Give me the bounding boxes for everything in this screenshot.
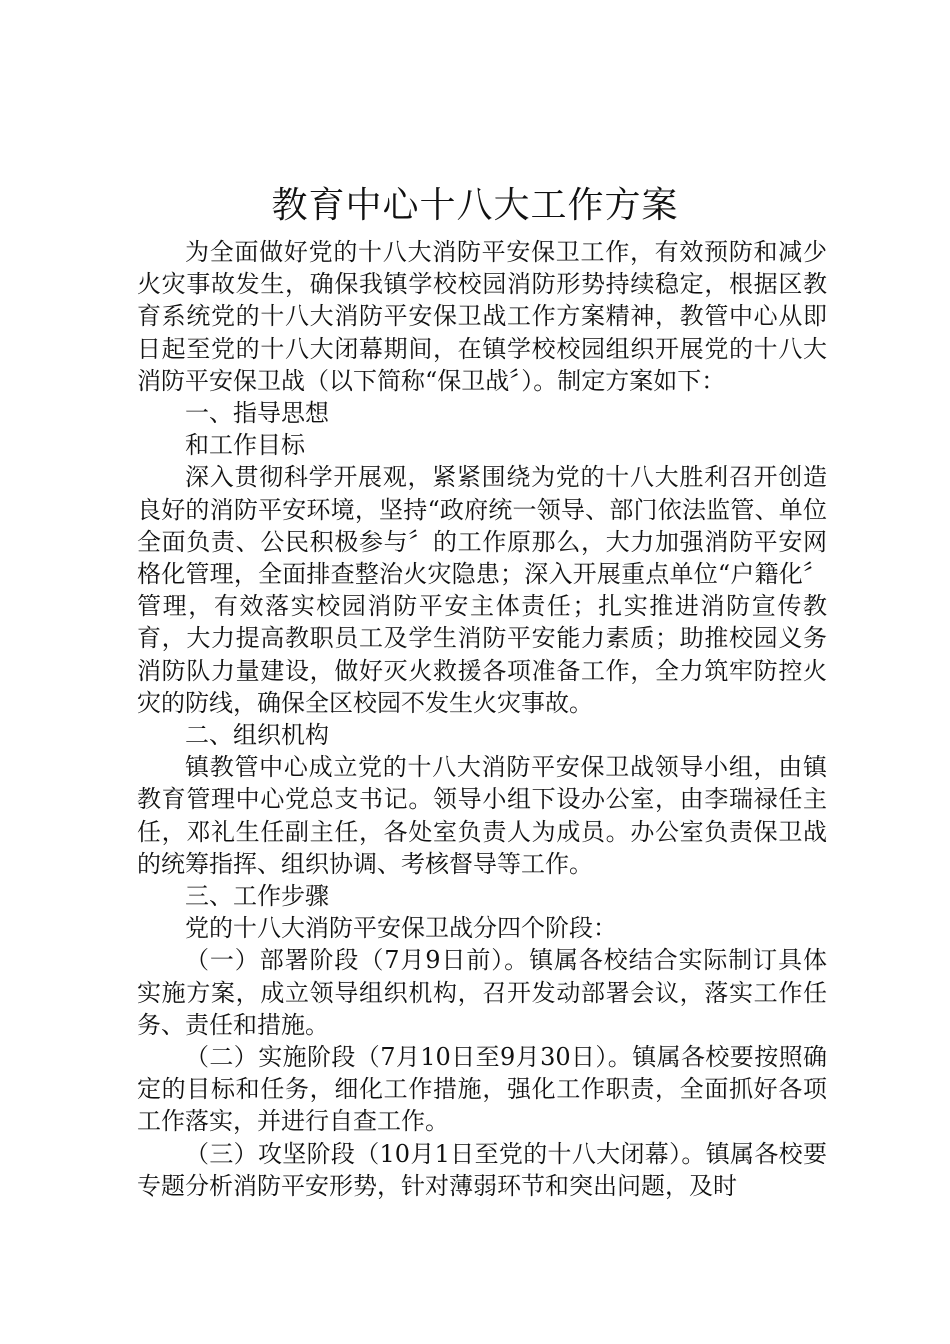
paragraph-goals: 深入贯彻科学开展观，紧紧围绕为党的十八大胜利召开创造良好的消防平安环境，坚持“政府统一领导、部门依法监管、单位全面负责、公民积极参与〞的工作原那么，大力加强消防平安网格化管理，全面排查整治火灾隐患；深入开展重点单位“户籍化〞管理，有效落实校园消防平安主体责任；扎实推进消防宣传教育，大力提高教职员工及学生消防平安能力素质；助推校园义务消防队力量建设，做好灭火救援各项准备工作，全力筑牢防控火灾的防线，确保全区校园不发生火灾事故。 — [137, 463, 827, 717]
document-body — [137, 236, 827, 1202]
section-heading-work-goals: 和工作目标 — [185, 431, 305, 460]
paragraph-stage-implementation: （二）实施阶段（7月10日至9月30日）。镇属各校要按照确定的目标和任务，细化工作措施，强化工作职责，全面抓好各项工作落实，并进行自查工作。 — [137, 1043, 827, 1136]
section-heading-guiding-ideology: 一、指导思想 — [185, 399, 329, 428]
section-heading-work-steps: 三、工作步骤 — [185, 882, 329, 911]
paragraph-stages-intro: 党的十八大消防平安保卫战分四个阶段： — [185, 914, 617, 943]
section-heading-organization: 二、组织机构 — [185, 721, 329, 750]
paragraph-organization: 镇教管中心成立党的十八大消防平安保卫战领导小组，由镇教育管理中心党总支书记。领导小组下设办公室，由李瑞禄任主任，邓礼生任副主任，各处室负责人为成员。办公室负责保卫战的统筹指挥、组织协调、考核督导等工作。 — [137, 753, 827, 878]
document-title: 教育中心十八大工作方案 — [271, 185, 679, 226]
paragraph-stage-deployment: （一）部署阶段（7月9日前）。镇属各校结合实际制订具体实施方案，成立领导组织机构，召开发动部署会议，落实工作任务、责任和措施。 — [137, 946, 827, 1039]
paragraph-intro: 为全面做好党的十八大消防平安保卫工作，有效预防和减少火灾事故发生，确保我镇学校校园消防形势持续稳定，根据区教育系统党的十八大消防平安保卫战工作方案精神，教管中心从即日起至党的十八大闭幕期间，在镇学校校园组织开展党的十八大消防平安保卫战（以下简称“保卫战〞）。制定方案如下： — [137, 238, 827, 395]
paragraph-stage-tackling: （三）攻坚阶段（10月1日至党的十八大闭幕）。镇属各校要专题分析消防平安形势，针对薄弱环节和突出问题，及时 — [137, 1139, 827, 1200]
